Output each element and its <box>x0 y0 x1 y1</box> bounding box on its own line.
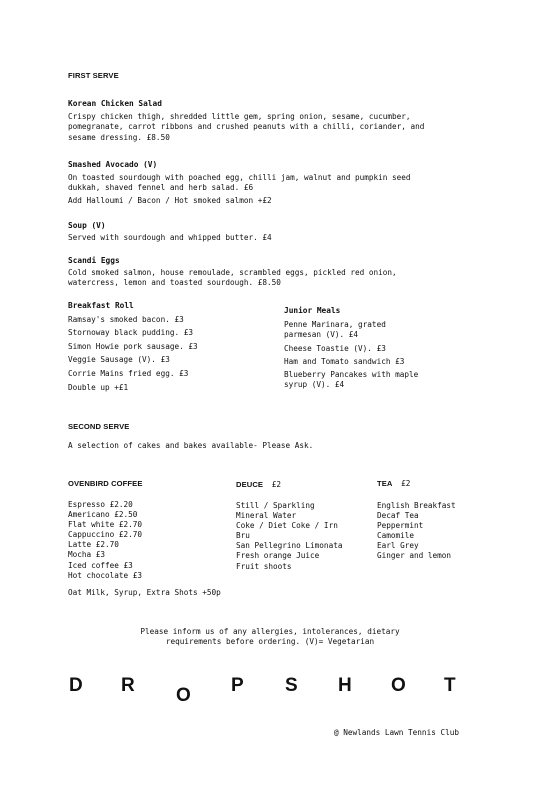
logo-letter-s: S <box>285 675 298 696</box>
allergy-note: Please inform us of any allergies, intolerances, dietary requirements before ordering. (V)= Vegetarian <box>140 627 400 647</box>
logo-letter-p: P <box>231 675 244 696</box>
breakfast-roll-title: Breakfast Roll <box>68 301 134 310</box>
coffee-item: Americano £2.50 <box>68 510 138 520</box>
deuce-item: Coke / Diet Coke / Irn <box>236 521 338 531</box>
junior-meal-item: Blueberry Pancakes with maple syrup (V). £4 <box>284 370 419 390</box>
junior-meal-item: Cheese Toastie (V). £3 <box>284 344 386 353</box>
logo-letter-r: R <box>121 675 135 696</box>
coffee-extras: Oat Milk, Syrup, Extra Shots +50p <box>68 588 221 597</box>
coffee-item: Iced coffee £3 <box>68 560 133 570</box>
tea-item: Camomile <box>377 531 415 541</box>
deuce-item: Fruit shoots <box>236 561 292 571</box>
coffee-item: Flat white £2.70 <box>68 520 143 530</box>
second-serve-desc: A selection of cakes and bakes available- Please Ask. <box>68 441 314 450</box>
soup-desc: Served with sourdough and whipped butter. £4 <box>68 233 272 242</box>
breakfast-roll-item: Veggie Sausage (V). £3 <box>68 355 170 364</box>
coffee-item: Espresso £2.20 <box>68 500 133 509</box>
coffee-heading: OVENBIRD COFFEE <box>68 479 143 488</box>
tea-item: Peppermint <box>377 521 424 531</box>
footer-credit: @ Newlands Lawn Tennis Club <box>334 728 459 737</box>
first-serve-heading: FIRST SERVE <box>68 71 119 80</box>
avocado-addon: Add Halloumi / Bacon / Hot smoked salmon +£2 <box>68 196 272 205</box>
breakfast-roll-item: Corrie Mains fried egg. £3 <box>68 369 189 378</box>
coffee-item: Latte £2.70 <box>68 540 119 550</box>
tea-heading <box>377 479 410 488</box>
junior-meal-item: Penne Marinara, grated parmesan (V). £4 <box>284 320 386 340</box>
coffee-item: Cappuccino £2.70 <box>68 530 143 540</box>
deuce-title: DEUCE <box>236 480 264 489</box>
deuce-list <box>236 501 342 572</box>
korean-chicken-salad-desc: Crispy chicken thigh, shredded little gem, spring onion, sesame, cucumber, pomegranate, carrot ribbons and crushed peanuts with a chilli, coriander, and sesame dressing. £8.50 <box>68 112 425 142</box>
coffee-list <box>68 500 142 581</box>
logo-letter-h: H <box>338 675 352 696</box>
tea-price: £2 <box>401 479 411 488</box>
smashed-avocado-title: Smashed Avocado (V) <box>68 160 158 169</box>
deuce-item: San Pellegrino Limonata <box>236 541 343 551</box>
scandi-eggs-title: Scandi Eggs <box>68 256 120 265</box>
scandi-eggs-desc: Cold smoked salmon, house remoulade, scrambled eggs, pickled red onion, watercress, lemon and toasted sourdough. £8.50 <box>68 268 397 288</box>
coffee-item: Mocha £3 <box>68 550 106 560</box>
breakfast-roll-item: Ramsay's smoked bacon. £3 <box>68 315 184 324</box>
tea-list <box>377 501 456 562</box>
breakfast-roll-item: Simon Howie pork sausage. £3 <box>68 342 198 351</box>
tea-item: Earl Grey <box>377 541 419 551</box>
logo-letter-o: O <box>391 675 406 696</box>
logo-letter-d: D <box>69 675 83 696</box>
coffee-item: Hot chocolate £3 <box>68 570 143 580</box>
tea-title: TEA <box>377 479 393 488</box>
deuce-item: Fresh orange Juice <box>236 551 320 561</box>
soup-title: Soup (V) <box>68 221 106 230</box>
tea-item: Decaf Tea <box>377 511 419 521</box>
smashed-avocado-desc: On toasted sourdough with poached egg, chilli jam, walnut and pumpkin seed dukkah, shaved fennel and herb salad. £6 <box>68 173 411 193</box>
breakfast-roll-item: Stornoway black pudding. £3 <box>68 328 193 337</box>
deuce-item: Mineral Water <box>236 511 297 521</box>
logo-letter-t: T <box>444 675 456 696</box>
breakfast-roll-item: Double up +£1 <box>68 383 129 392</box>
junior-meals-title: Junior Meals <box>284 306 341 315</box>
deuce-price: £2 <box>271 480 281 489</box>
deuce-item: Bru <box>236 531 250 541</box>
tea-item: Ginger and lemon <box>377 551 452 561</box>
deuce-heading <box>236 480 281 489</box>
korean-chicken-salad-title: Korean Chicken Salad <box>68 99 162 108</box>
deuce-item: Still / Sparkling <box>236 501 315 510</box>
tea-item: English Breakfast <box>377 501 456 510</box>
junior-meal-item: Ham and Tomato sandwich £3 <box>284 357 405 366</box>
second-serve-heading: SECOND SERVE <box>68 422 130 431</box>
logo-letter-o-low: O <box>176 685 191 706</box>
